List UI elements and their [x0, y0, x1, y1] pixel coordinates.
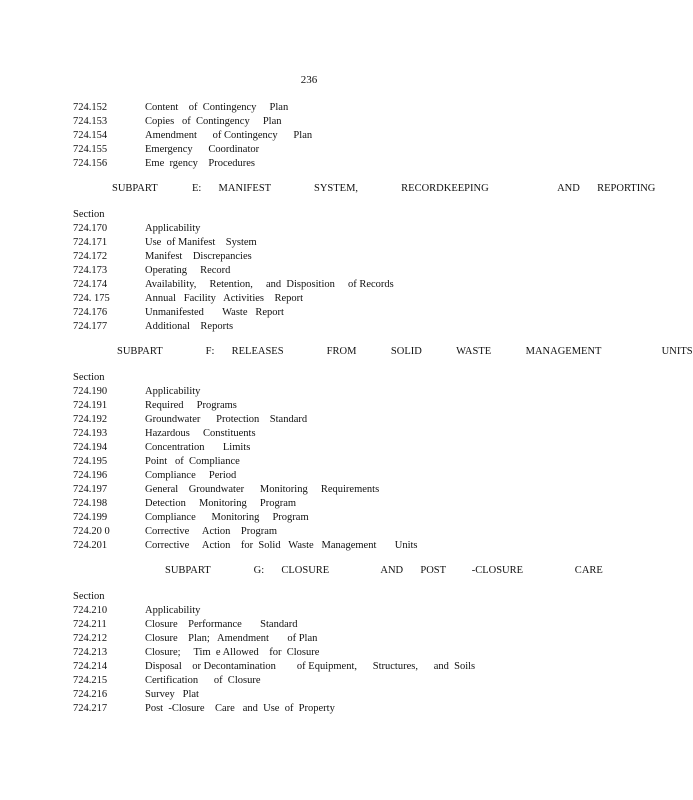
section-title: Corrective Action for Solid Waste Management Units	[145, 540, 418, 551]
list-item	[73, 143, 573, 157]
list-item	[73, 441, 573, 455]
list-item	[73, 632, 573, 646]
section-number: 724.214	[73, 661, 108, 672]
section-title: Use of Manifest System	[145, 237, 257, 248]
section-title: Post -Closure Care and Use of Property	[145, 703, 335, 714]
section-label: Section	[73, 372, 105, 383]
section-number: 724.152	[73, 102, 108, 113]
section-label: Section	[73, 209, 105, 220]
section-title: Hazardous Constituents	[145, 428, 256, 439]
list-item	[73, 222, 573, 236]
list-item	[73, 618, 573, 632]
list-item	[73, 115, 573, 129]
list-item	[73, 101, 573, 115]
section-number: 724.198	[73, 498, 108, 509]
section-number: 724.210	[73, 605, 108, 616]
section-number: 724.201	[73, 540, 108, 551]
section-number: 724.194	[73, 442, 108, 453]
subpart-heading-e: SUBPART E: MANIFEST SYSTEM, RECORDKEEPING AND REPORTING	[112, 183, 656, 194]
section-number: 724.193	[73, 428, 108, 439]
section-title: Applicability	[145, 223, 201, 234]
section-title: Eme rgency Procedures	[145, 158, 256, 169]
section-title: Annual Facility Activities Report	[145, 293, 304, 304]
section-title: Closure Performance Standard	[145, 619, 298, 630]
section-number: 724.173	[73, 265, 108, 276]
list-item	[73, 469, 573, 483]
list-item	[73, 660, 573, 674]
section-title: Concentration Limits	[145, 442, 251, 453]
list-item	[73, 525, 573, 539]
section-number: 724.216	[73, 689, 108, 700]
list-item	[73, 399, 573, 413]
list-item	[73, 385, 573, 399]
section-number: 724.153	[73, 116, 108, 127]
section-label: Section	[73, 591, 105, 602]
section-number: 724.170	[73, 223, 108, 234]
list-item	[73, 264, 573, 278]
section-number: 724.176	[73, 307, 108, 318]
section-title: Corrective Action Program	[145, 526, 278, 537]
list-item	[73, 646, 573, 660]
section-title: General Groundwater Monitoring Requirements	[145, 484, 380, 495]
section-number: 724.212	[73, 633, 108, 644]
section-title: Detection Monitoring Program	[145, 498, 297, 509]
section-number: 724.196	[73, 470, 108, 481]
section-number: 724.171	[73, 237, 108, 248]
section-title: Manifest Discrepancies	[145, 251, 252, 262]
section-title: Closure; Tim e Allowed for Closure	[145, 647, 320, 658]
list-item	[73, 157, 573, 171]
list-item	[73, 511, 573, 525]
list-item	[73, 702, 573, 716]
list-item	[73, 250, 573, 264]
list-item	[73, 539, 573, 553]
section-title: Closure Plan; Amendment of Plan	[145, 633, 318, 644]
list-item	[73, 483, 573, 497]
section-title: Compliance Period	[145, 470, 237, 481]
section-number: 724.213	[73, 647, 108, 658]
subpart-e-list	[73, 208, 573, 334]
section-number: 724.197	[73, 484, 108, 495]
section-number: 724.191	[73, 400, 108, 411]
list-item	[73, 427, 573, 441]
section-title: Content of Contingency Plan	[145, 102, 289, 113]
section-number: 724.215	[73, 675, 108, 686]
section-number: 724.20 0	[73, 526, 110, 537]
section-number: 724.172	[73, 251, 108, 262]
section-number: 724. 175	[73, 293, 110, 304]
section-number: 724.177	[73, 321, 108, 332]
section-title: Unmanifested Waste Report	[145, 307, 284, 318]
section-number: 724.217	[73, 703, 108, 714]
section-title: Additional Reports	[145, 321, 234, 332]
subpart-f-list	[73, 371, 573, 553]
section-title: Point of Compliance	[145, 456, 240, 467]
list-item	[73, 604, 573, 618]
list-item	[73, 497, 573, 511]
section-number: 724.199	[73, 512, 108, 523]
subpart-g-list	[73, 590, 573, 716]
section-title: Applicability	[145, 386, 201, 397]
intro-list	[73, 101, 573, 171]
section-title: Applicability	[145, 605, 201, 616]
section-title: Amendment of Contingency Plan	[145, 130, 313, 141]
section-number: 724.190	[73, 386, 108, 397]
list-item	[73, 674, 573, 688]
list-item	[73, 236, 573, 250]
section-number: 724.154	[73, 130, 108, 141]
section-number: 724.192	[73, 414, 108, 425]
list-item	[73, 292, 573, 306]
section-title: Disposal or Decontamination of Equipment, Structures, and Soils	[145, 661, 476, 672]
section-title: Emergency Coordinator	[145, 144, 260, 155]
section-title: Required Programs	[145, 400, 237, 411]
subpart-heading-f: SUBPART F: RELEASES FROM SOLID WASTE MANAGEMENT UNITS	[117, 346, 693, 357]
list-item	[73, 688, 573, 702]
list-item	[73, 320, 573, 334]
section-number: 724.195	[73, 456, 108, 467]
list-item	[73, 413, 573, 427]
section-number: 724.174	[73, 279, 108, 290]
subpart-heading-g: SUBPART G: CLOSURE AND POST -CLOSURE CARE	[165, 565, 603, 576]
section-number: 724.155	[73, 144, 108, 155]
section-title: Availability, Retention, and Disposition of Records	[145, 279, 394, 290]
section-number: 724.156	[73, 158, 108, 169]
section-title: Survey Plat	[145, 689, 199, 700]
section-title: Certification of Closure	[145, 675, 261, 686]
list-item	[73, 306, 573, 320]
section-title: Copies of Contingency Plan	[145, 116, 282, 127]
list-item	[73, 455, 573, 469]
list-item	[73, 129, 573, 143]
section-title: Operating Record	[145, 265, 231, 276]
page-number: 236	[300, 74, 318, 86]
list-item	[73, 278, 573, 292]
section-title: Compliance Monitoring Program	[145, 512, 309, 523]
section-number: 724.211	[73, 619, 107, 630]
section-title: Groundwater Protection Standard	[145, 414, 308, 425]
